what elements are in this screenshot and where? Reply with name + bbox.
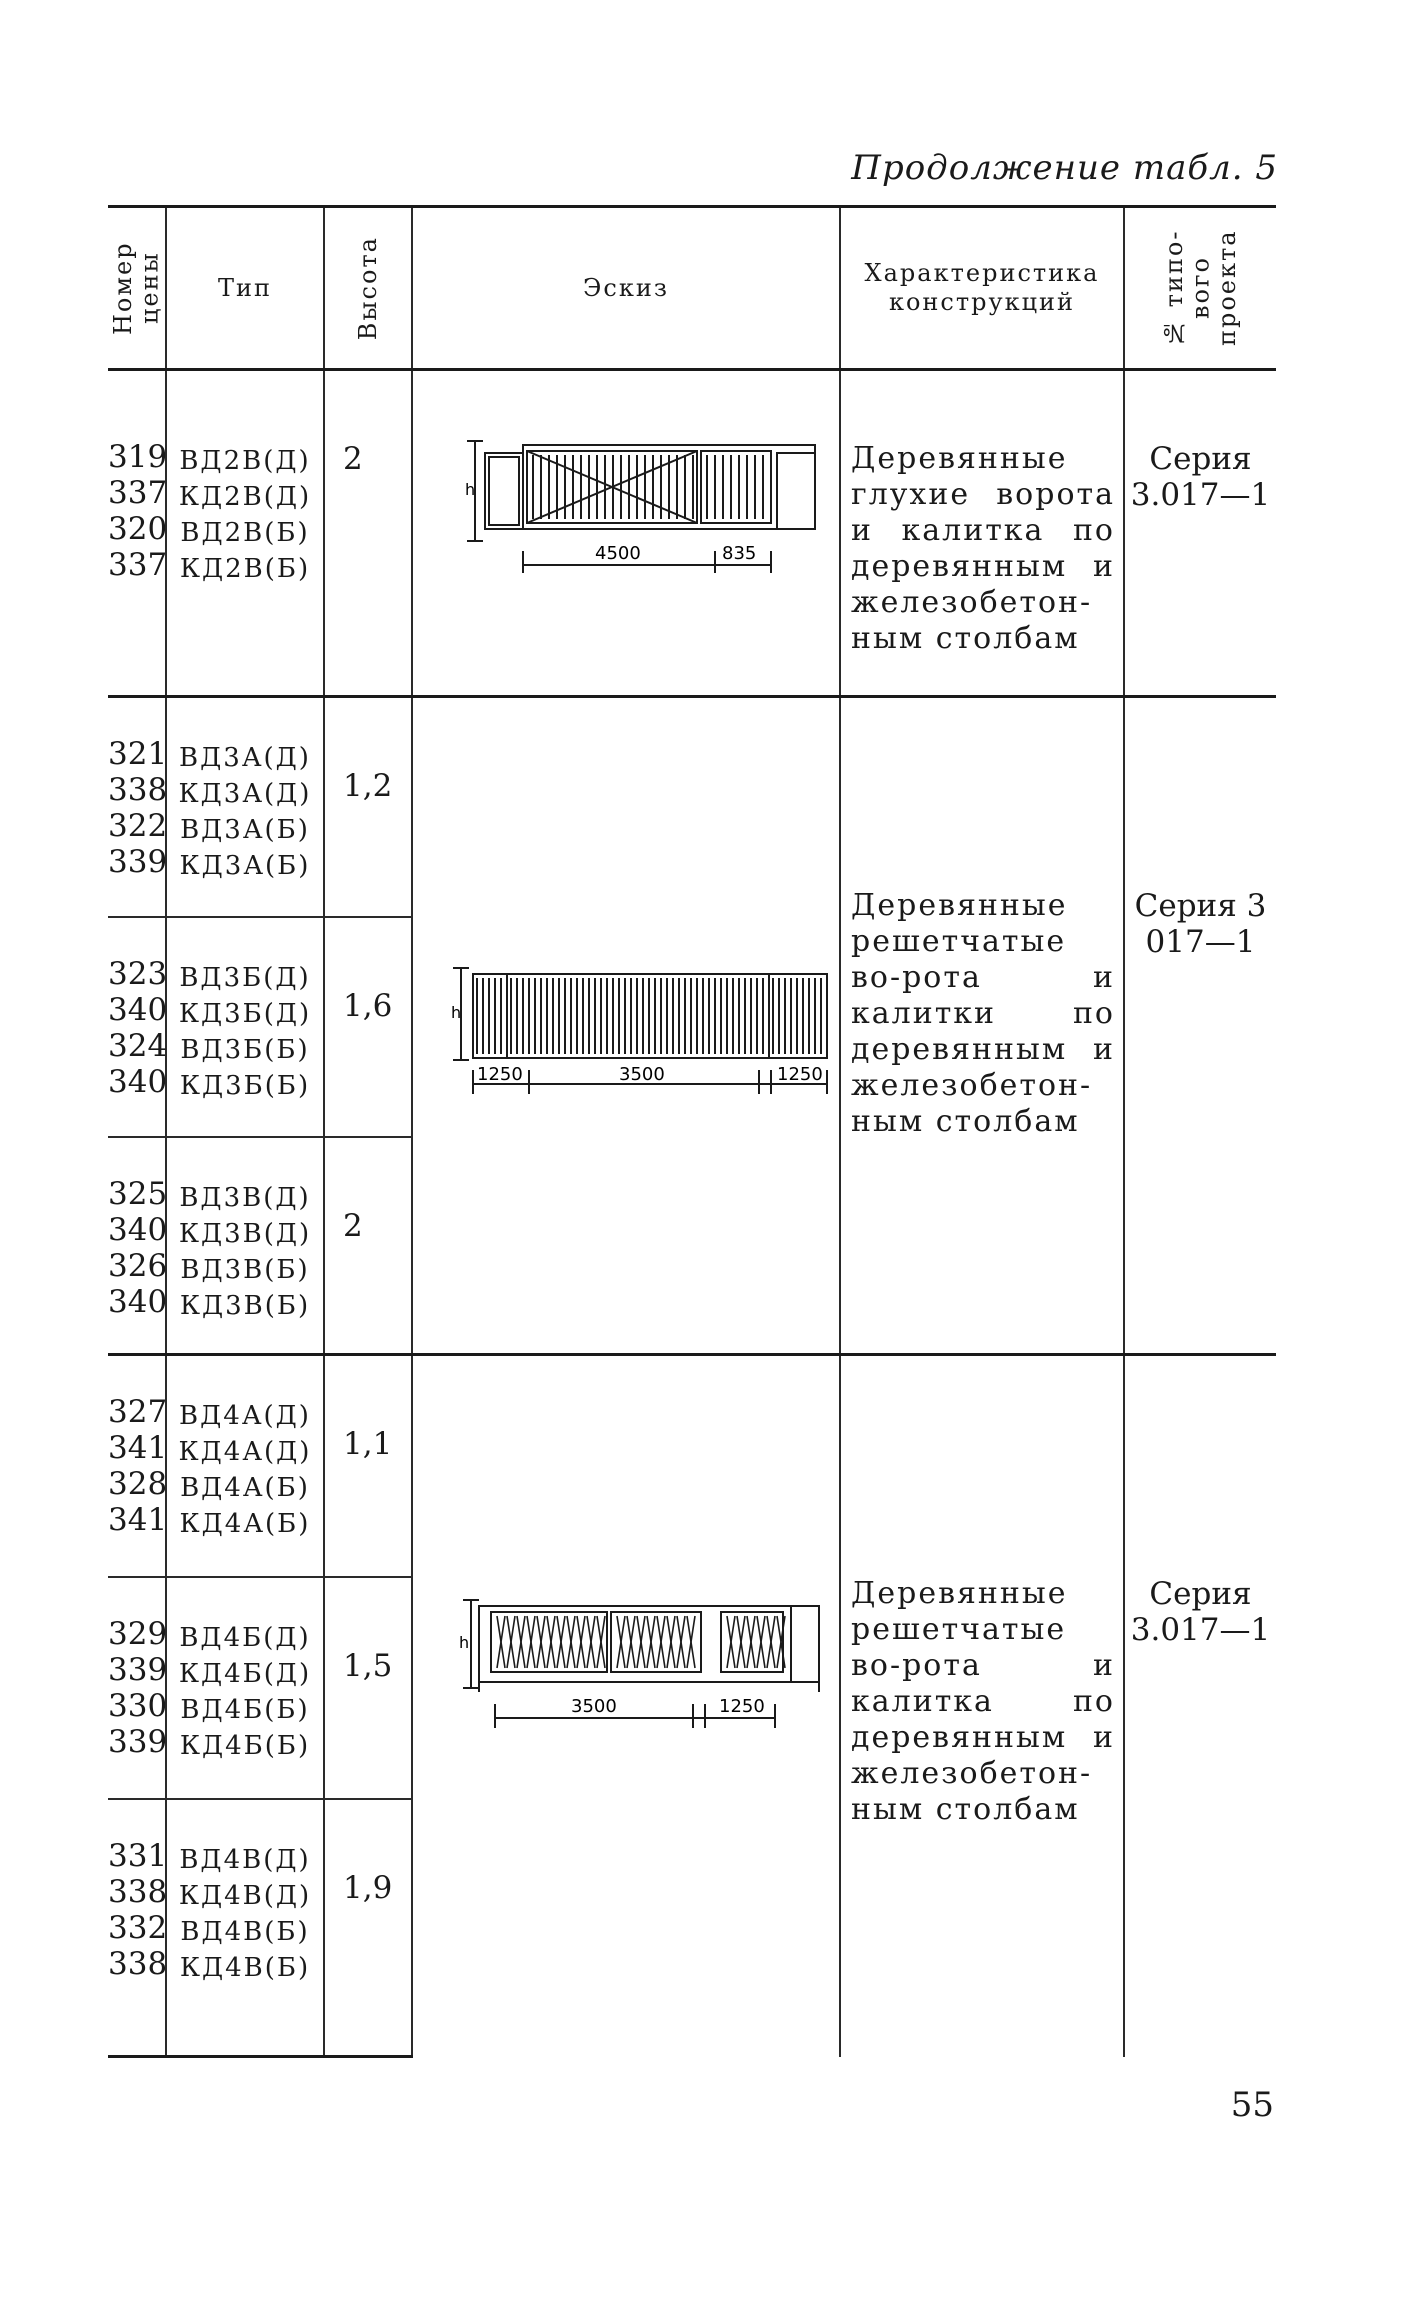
header-sketch: Эскиз (412, 207, 840, 370)
height-value: 1,1 (324, 1355, 412, 1577)
price-numbers: 321 338 322 339 (108, 697, 166, 917)
table-header-row (108, 207, 1276, 370)
height-value: 1,6 (324, 917, 412, 1137)
height-value: 2 (324, 1137, 412, 1355)
table-row (108, 1355, 1276, 1577)
price-numbers: 331 338 332 338 (108, 1799, 166, 2057)
sketch-cell (412, 1355, 840, 2057)
svg-text:h: h (465, 480, 476, 499)
height-value: 1,2 (324, 697, 412, 917)
height-value: 1,9 (324, 1799, 412, 2057)
type-codes: ВД3В(Д) КД3В(Д) ВД3В(Б) КД3В(Б) (166, 1137, 324, 1355)
type-codes: ВД3Б(Д) КД3Б(Д) ВД3Б(Б) КД3Б(Б) (166, 917, 324, 1137)
project-series: Серия 3 017—1 (1124, 697, 1276, 1355)
header-height: Высота (324, 207, 412, 370)
header-project: № типо-вого проекта (1124, 207, 1276, 370)
type-codes: ВД4А(Д) КД4А(Д) ВД4А(Б) КД4А(Б) (166, 1355, 324, 1577)
project-series: Серия 3.017—1 (1124, 1355, 1276, 2057)
project-series: Серия 3.017—1 (1124, 370, 1276, 697)
height-value: 2 (324, 370, 412, 697)
svg-text:h: h (459, 1633, 470, 1652)
description: Деревянные решетчатые во-рота и калитки по деревянным и железобетон-ным столбам (840, 697, 1124, 1355)
svg-text:1250: 1250 (777, 1064, 823, 1085)
page-number: 55 (1230, 2085, 1274, 2125)
header-num: Номер цены (108, 207, 166, 370)
svg-text:835: 835 (722, 543, 757, 564)
table-row (108, 697, 1276, 917)
height-value: 1,5 (324, 1577, 412, 1799)
gate-sketch-lattice-diagonal (435, 1592, 835, 1742)
price-numbers: 325 340 326 340 (108, 1137, 166, 1355)
sketch-cell (412, 370, 840, 697)
description: Деревянные решетчатые во-рота и калитка по деревянным и железобетон-ным столбам (840, 1355, 1124, 2057)
header-description: Характеристика конструкций (840, 207, 1124, 370)
sketch-cell (412, 697, 840, 1355)
svg-text:3500: 3500 (571, 1696, 617, 1717)
header-type: Тип (166, 207, 324, 370)
price-numbers: 323 340 324 340 (108, 917, 166, 1137)
price-table (108, 205, 1276, 2058)
price-numbers: 327 341 328 341 (108, 1355, 166, 1577)
price-numbers: 329 339 330 339 (108, 1577, 166, 1799)
table-continuation-caption: Продолжение табл. 5 (851, 148, 1278, 188)
svg-text:1250: 1250 (477, 1064, 523, 1085)
price-numbers: 319 337 320 337 (108, 370, 166, 697)
svg-text:1250: 1250 (719, 1696, 765, 1717)
table-row (108, 370, 1276, 697)
gate-sketch-solid (435, 433, 825, 583)
svg-text:3500: 3500 (619, 1064, 665, 1085)
gate-sketch-lattice (435, 960, 835, 1110)
type-codes: ВД4Б(Д) КД4Б(Д) ВД4Б(Б) КД4Б(Б) (166, 1577, 324, 1799)
svg-text:4500: 4500 (595, 543, 641, 564)
type-codes: ВД3А(Д) КД3А(Д) ВД3А(Б) КД3А(Б) (166, 697, 324, 917)
type-codes: ВД4В(Д) КД4В(Д) ВД4В(Б) КД4В(Б) (166, 1799, 324, 2057)
description: Деревянные глухие ворота и калитка по деревянным и железобетон-ным столбам (840, 370, 1124, 697)
type-codes: ВД2В(Д) КД2В(Д) ВД2В(Б) КД2В(Б) (166, 370, 324, 697)
svg-text:h: h (451, 1003, 462, 1022)
